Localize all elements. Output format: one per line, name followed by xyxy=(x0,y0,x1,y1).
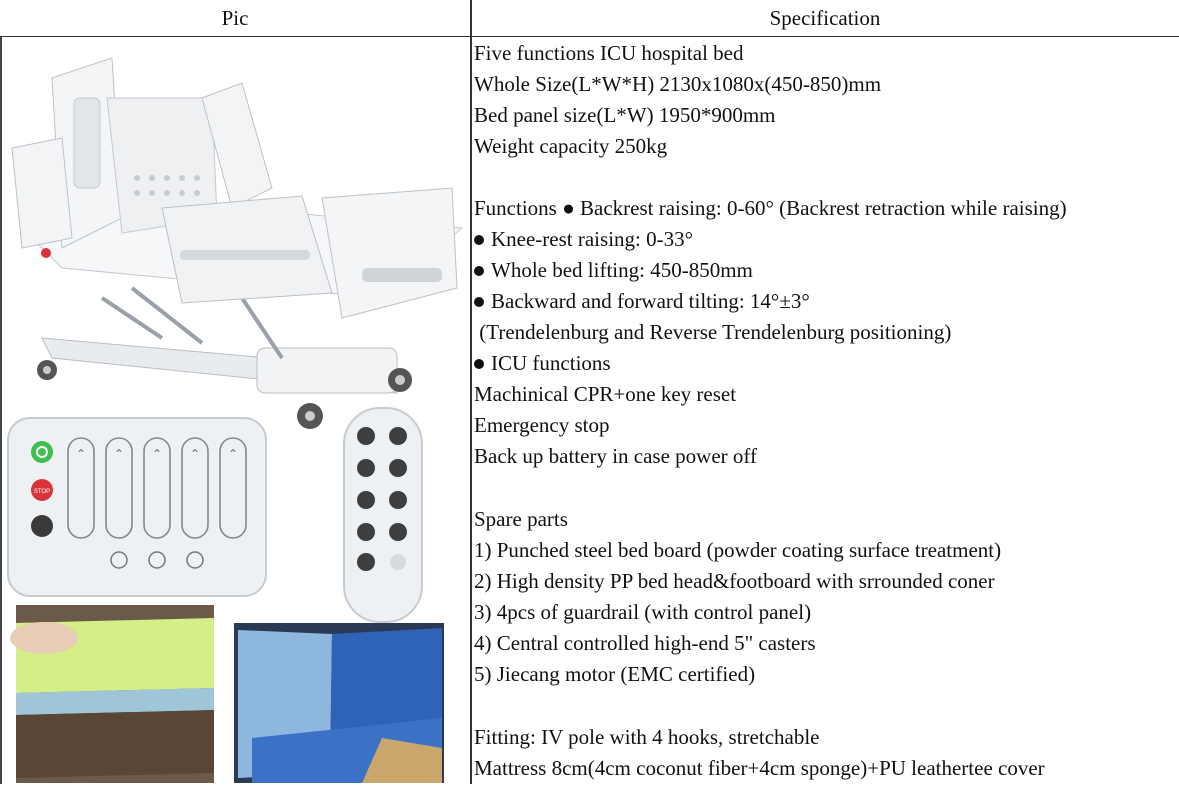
column-divider xyxy=(470,0,472,784)
stop-button-label: STOP xyxy=(33,489,51,495)
hand-remote-image xyxy=(344,408,422,622)
spec-line-1: Five functions ICU hospital bed xyxy=(474,41,744,65)
spec-line-8: Whole bed lifting: 450-850mm xyxy=(474,255,753,286)
spec-line-13: Emergency stop xyxy=(474,413,610,437)
svg-text:⌃: ⌃ xyxy=(75,447,87,461)
spec-line-17: 1) Punched steel bed board (powder coating surface treatment) xyxy=(474,538,1002,562)
svg-text:⌃: ⌃ xyxy=(151,447,163,461)
spec-line-7: Knee-rest raising: 0-33° xyxy=(474,224,693,255)
spec-line-19: 3) 4pcs of guardrail (with control panel) xyxy=(474,600,812,624)
spec-line-20: 4) Central controlled high-end 5" casters xyxy=(474,631,816,655)
spec-line-11: ICU functions xyxy=(474,348,611,379)
spec-line-23: Fitting: IV pole with 4 hooks, stretchable xyxy=(474,725,820,749)
control-panel-image xyxy=(8,418,266,596)
svg-text:⌃: ⌃ xyxy=(189,447,201,461)
svg-text:⌃: ⌃ xyxy=(113,447,125,461)
bullet-icon xyxy=(474,235,484,245)
mattress-foam-image xyxy=(10,605,214,783)
bullet-icon xyxy=(474,359,484,369)
spec-line-6: Functions ● Backrest raising: 0-60° (Backrest retraction while raising) xyxy=(474,196,1067,220)
spec-line-4: Weight capacity 250kg xyxy=(474,134,668,158)
spec-line-9: Backward and forward tilting: 14°±3° xyxy=(474,286,810,317)
bullet-icon xyxy=(474,266,484,276)
bullet-icon xyxy=(474,297,484,307)
spec-line-16: Spare parts xyxy=(474,507,568,531)
svg-text:⌃: ⌃ xyxy=(227,447,239,461)
spec-line-14: Back up battery in case power off xyxy=(474,444,758,468)
hospital-bed-image xyxy=(12,58,462,429)
spec-line-18: 2) High density PP bed head&footboard with srrounded coner xyxy=(474,569,995,593)
blue-mattress-image xyxy=(234,623,444,783)
spec-line-21: 5) Jiecang motor (EMC certified) xyxy=(474,662,756,686)
spec-column-header: Specification xyxy=(471,0,1179,37)
spec-line-2: Whole Size(L*W*H) 2130x1080x(450-850)mm xyxy=(474,72,882,96)
pic-column-header: Pic xyxy=(0,0,470,37)
spec-line-12: Machinical CPR+one key reset xyxy=(474,382,737,406)
spec-line-3: Bed panel size(L*W) 1950*900mm xyxy=(474,103,776,127)
product-pictures xyxy=(2,38,468,784)
spec-line-10: (Trendelenburg and Reverse Trendelenburg positioning) xyxy=(474,320,952,344)
product-illustration xyxy=(2,38,468,784)
spec-line-24: Mattress 8cm(4cm coconut fiber+4cm sponge)+PU leathertee cover xyxy=(474,756,1045,780)
